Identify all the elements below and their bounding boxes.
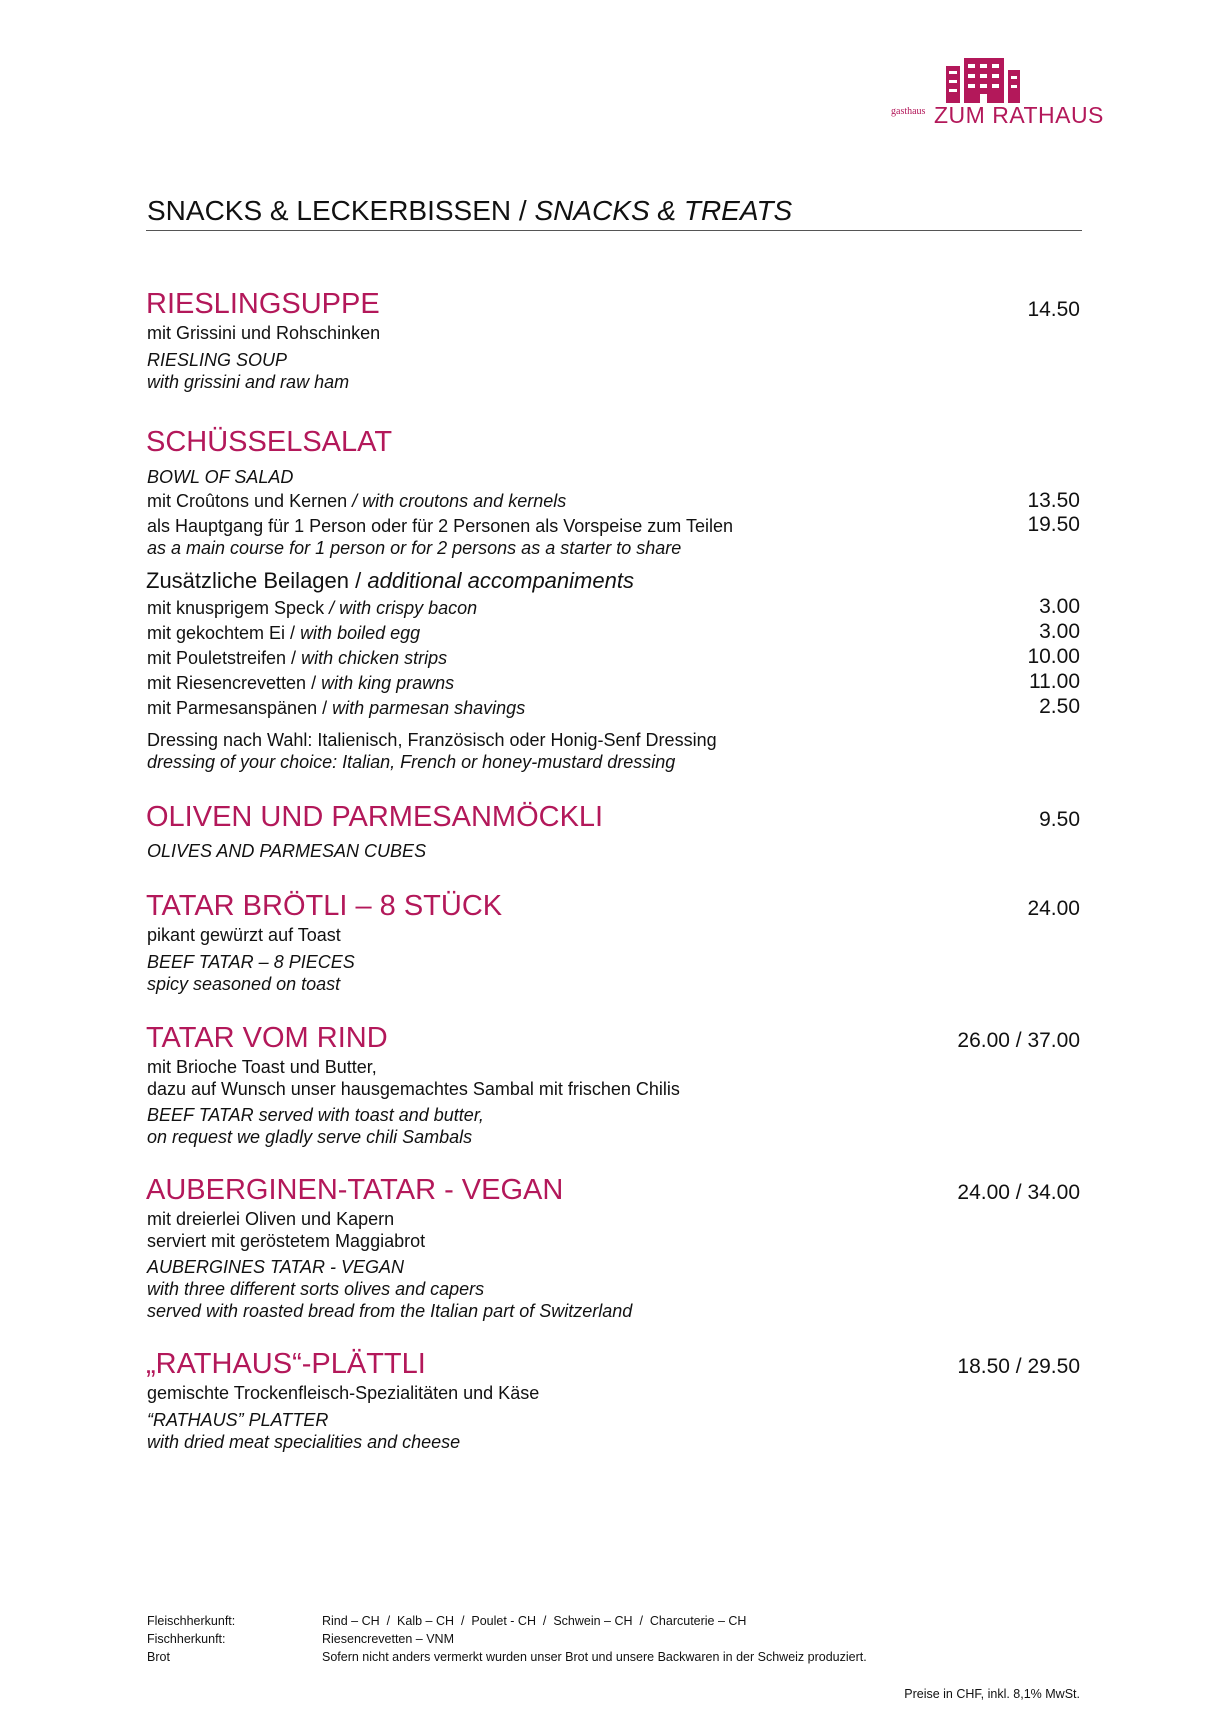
footer-value: Rind – CH / Kalb – CH / Poulet - CH / Schwein – CH / Charcuterie – CH bbox=[322, 1614, 747, 1628]
item-tatar-broetli-price: 24.00 bbox=[1027, 897, 1080, 920]
item-salad-line2-en: as a main course for 1 person or for 2 persons as a starter to share bbox=[147, 538, 682, 558]
item-tatar-rind-desc: dazu auf Wunsch unser hausgemachtes Sambal mit frischen Chilis bbox=[147, 1079, 680, 1099]
logo-name: ZUM RATHAUS bbox=[934, 102, 1104, 128]
item-tatar-rind-desc-en: on request we gladly serve chili Sambals bbox=[147, 1127, 473, 1147]
salad-extra-item: mit knusprigem Speck / with crispy bacon bbox=[147, 598, 478, 618]
item-salad-line2-price: 19.50 bbox=[1027, 513, 1080, 536]
title-divider bbox=[146, 230, 1082, 231]
item-tatar-rind-name: TATAR VOM RIND bbox=[146, 1022, 388, 1054]
item-tatar-broetli-name-en: BEEF TATAR – 8 PIECES bbox=[147, 952, 355, 972]
item-plaettli-name-en: “RATHAUS” PLATTER bbox=[147, 1410, 329, 1430]
item-tatar-rind-price: 26.00 / 37.00 bbox=[957, 1029, 1080, 1052]
item-auberginen-name-en: AUBERGINES TATAR - VEGAN bbox=[147, 1257, 405, 1277]
page-title: SNACKS & LECKERBISSEN / SNACKS & TREATS bbox=[147, 195, 793, 226]
footer-price-note: Preise in CHF, inkl. 8,1% MwSt. bbox=[904, 1687, 1080, 1701]
salad-dressing-en: dressing of your choice: Italian, French or honey-mustard dressing bbox=[147, 752, 676, 772]
item-auberginen-desc: serviert mit geröstetem Maggiabrot bbox=[147, 1231, 426, 1251]
item-riesling-desc: mit Grissini und Rohschinken bbox=[147, 323, 381, 343]
item-tatar-broetli-desc-en: spicy seasoned on toast bbox=[147, 974, 341, 994]
item-salad-line2: als Hauptgang für 1 Person oder für 2 Personen als Vorspeise zum Teilen bbox=[147, 516, 734, 536]
item-salad-name-en: BOWL OF SALAD bbox=[147, 467, 294, 487]
item-salad-line1-price: 13.50 bbox=[1027, 489, 1080, 512]
gasthaus-building-logo-icon bbox=[936, 58, 1031, 103]
salad-dressing: Dressing nach Wahl: Italienisch, Französisch oder Honig-Senf Dressing bbox=[147, 730, 717, 750]
salad-extra-item: mit Pouletstreifen / with chicken strips bbox=[147, 648, 448, 668]
footer-label: Fleischherkunft: bbox=[147, 1614, 236, 1628]
item-riesling-desc-en: with grissini and raw ham bbox=[147, 372, 350, 392]
item-auberginen-price: 24.00 / 34.00 bbox=[957, 1181, 1080, 1204]
item-olives-price: 9.50 bbox=[1039, 808, 1080, 831]
item-auberginen-desc-en: served with roasted bread from the Italian part of Switzerland bbox=[147, 1301, 633, 1321]
salad-extra-price: 11.00 bbox=[1029, 670, 1080, 693]
footer-value: Sofern nicht anders vermerkt wurden unser Brot und unsere Backwaren in der Schweiz produziert. bbox=[322, 1650, 867, 1664]
item-plaettli-desc: gemischte Trockenfleisch-Spezialitäten und Käse bbox=[147, 1383, 540, 1403]
salad-extras-title: Zusätzliche Beilagen / additional accompaniments bbox=[146, 568, 634, 593]
item-auberginen-desc-en: with three different sorts olives and capers bbox=[147, 1279, 485, 1299]
item-riesling-price: 14.50 bbox=[1027, 298, 1080, 321]
item-salad-name: SCHÜSSELSALAT bbox=[146, 426, 393, 458]
item-riesling-name: RIESLINGSUPPE bbox=[146, 288, 380, 320]
item-tatar-broetli-desc: pikant gewürzt auf Toast bbox=[147, 925, 341, 945]
item-tatar-broetli-name: TATAR BRÖTLI – 8 STÜCK bbox=[146, 890, 503, 922]
item-salad-line1: mit Croûtons und Kernen / with croutons and kernels bbox=[147, 491, 567, 511]
logo-subtitle: gasthaus bbox=[891, 106, 926, 117]
salad-extra-price: 10.00 bbox=[1027, 645, 1080, 668]
item-auberginen-name: AUBERGINEN-TATAR - VEGAN bbox=[146, 1174, 564, 1206]
item-plaettli-price: 18.50 / 29.50 bbox=[957, 1355, 1080, 1378]
item-riesling-name-en: RIESLING SOUP bbox=[147, 350, 288, 370]
item-olives-name-en: OLIVES AND PARMESAN CUBES bbox=[147, 841, 427, 861]
item-plaettli-name: „RATHAUS“-PLÄTTLI bbox=[146, 1348, 426, 1380]
item-auberginen-desc: mit dreierlei Oliven und Kapern bbox=[147, 1209, 395, 1229]
item-tatar-rind-desc: mit Brioche Toast und Butter, bbox=[147, 1057, 377, 1077]
footer-value: Riesencrevetten – VNM bbox=[322, 1632, 455, 1646]
item-plaettli-desc-en: with dried meat specialities and cheese bbox=[147, 1432, 461, 1452]
footer-label: Brot bbox=[147, 1650, 170, 1664]
salad-extra-item: mit Parmesanspänen / with parmesan shavings bbox=[147, 698, 526, 718]
salad-extra-price: 2.50 bbox=[1039, 695, 1080, 718]
footer-label: Fischherkunft: bbox=[147, 1632, 226, 1646]
salad-extra-price: 3.00 bbox=[1039, 620, 1080, 643]
salad-extra-item: mit gekochtem Ei / with boiled egg bbox=[147, 623, 421, 643]
item-olives-name: OLIVEN UND PARMESANMÖCKLI bbox=[146, 801, 604, 833]
item-tatar-rind-desc-en: BEEF TATAR served with toast and butter, bbox=[147, 1105, 484, 1125]
salad-extra-item: mit Riesencrevetten / with king prawns bbox=[147, 673, 455, 693]
salad-extra-price: 3.00 bbox=[1039, 595, 1080, 618]
